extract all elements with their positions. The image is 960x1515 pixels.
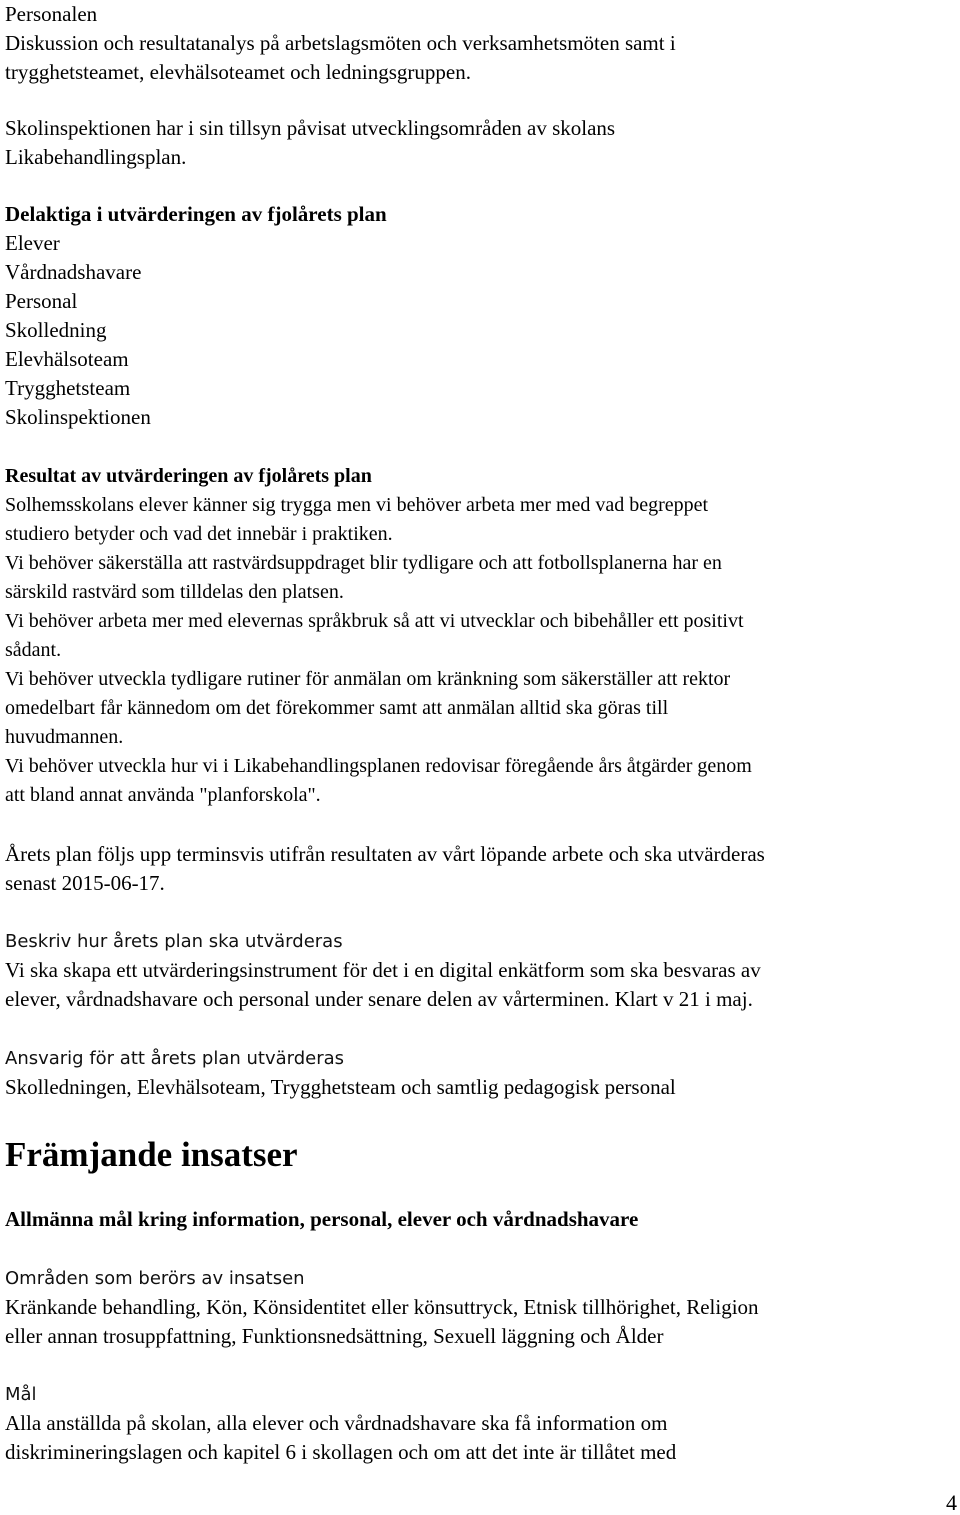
resultat-line: huvudmannen. (5, 726, 124, 748)
delaktiga-section (5, 200, 950, 432)
personalen-line: Diskussion och resultatanalys på arbetslagsmöten och verksamhetsmöten samt i (5, 31, 676, 55)
beskriv-heading: Beskriv hur årets plan ska utvärderas (5, 931, 343, 952)
resultat-line: sådant. (5, 639, 62, 661)
resultat-section (5, 462, 950, 810)
skolinspektion-line: Likabehandlingsplan. (5, 145, 187, 169)
delaktiga-item: Personal (5, 289, 78, 313)
ansvarig-section (5, 1044, 950, 1102)
mal-section (5, 1380, 950, 1467)
delaktiga-item: Elever (5, 231, 60, 255)
resultat-line: Vi behöver utveckla hur vi i Likabehandlingsplanen redovisar föregående års åtgärder genom (5, 755, 752, 777)
allmanna-section (5, 1205, 950, 1234)
delaktiga-item: Trygghetsteam (5, 376, 131, 400)
ansvarig-text: Skolledningen, Elevhälsoteam, Trygghetsteam och samtlig pedagogisk personal (5, 1075, 676, 1099)
arets-plan-paragraph (5, 840, 950, 898)
resultat-line: särskild rastvärd som tilldelas den platsen. (5, 581, 344, 603)
personalen-heading: Personalen (5, 2, 98, 26)
personalen-section (5, 0, 950, 87)
delaktiga-heading: Delaktiga i utvärderingen av fjolårets plan (5, 202, 387, 226)
delaktiga-item: Skolinspektionen (5, 405, 151, 429)
resultat-line: omedelbart får kännedom om det förekommer samt att anmälan alltid ska göras till (5, 697, 669, 719)
ansvarig-heading: Ansvarig för att årets plan utvärderas (5, 1048, 345, 1069)
personalen-line: trygghetsteamet, elevhälsoteamet och ledningsgruppen. (5, 60, 471, 84)
mal-line: diskrimineringslagen och kapitel 6 i skollagen och om att det inte är tillåtet med (5, 1440, 677, 1464)
resultat-line: studiero betyder och vad det innebär i praktiken. (5, 523, 393, 545)
mal-line: Alla anställda på skolan, alla elever och vårdnadshavare ska få information om (5, 1411, 668, 1435)
omraden-heading: Områden som berörs av insatsen (5, 1268, 305, 1289)
resultat-heading: Resultat av utvärderingen av fjolårets plan (5, 465, 372, 487)
framjande-title: Främjande insatser (5, 1135, 298, 1174)
resultat-line: Solhemsskolans elever känner sig trygga men vi behöver arbeta mer med vad begreppet (5, 494, 709, 516)
resultat-line: Vi behöver utveckla tydligare rutiner för anmälan om kränkning som säkerställer att rektor (5, 668, 731, 690)
delaktiga-item: Skolledning (5, 318, 107, 342)
skolinspektion-line: Skolinspektionen har i sin tillsyn påvisat utvecklingsområden av skolans (5, 116, 616, 140)
beskriv-line: elever, vårdnadshavare och personal under senare delen av vårterminen. Klart v 21 i maj. (5, 987, 753, 1011)
allmanna-heading: Allmänna mål kring information, personal, elever och vårdnadshavare (5, 1207, 639, 1231)
omraden-line: eller annan trosuppfattning, Funktionsnedsättning, Sexuell läggning och Ålder (5, 1324, 664, 1348)
resultat-line: Vi behöver säkerställa att rastvärdsuppdraget blir tydligare och att fotbollsplanerna har en (5, 552, 722, 574)
skolinspektion-paragraph (5, 114, 950, 172)
resultat-line: Vi behöver arbeta mer med elevernas språkbruk så att vi utvecklar och bibehåller ett positivt (5, 610, 744, 632)
omraden-section (5, 1264, 950, 1351)
delaktiga-item: Vårdnadshavare (5, 260, 142, 284)
resultat-line: att bland annat använda "planforskola". (5, 784, 321, 806)
mal-heading: Mål (5, 1384, 37, 1405)
omraden-line: Kränkande behandling, Kön, Könsidentitet eller könsuttryck, Etnisk tillhörighet, Religion (5, 1295, 759, 1319)
arets-plan-line: Årets plan följs upp terminsvis utifrån resultaten av vårt löpande arbete och ska utvärderas (5, 842, 765, 866)
delaktiga-item: Elevhälsoteam (5, 347, 129, 371)
beskriv-line: Vi ska skapa ett utvärderingsinstrument för det i en digital enkätform som ska besvaras av (5, 958, 761, 982)
beskriv-section (5, 927, 950, 1014)
arets-plan-line: senast 2015-06-17. (5, 871, 165, 895)
page-number: 4 (946, 1490, 957, 1515)
